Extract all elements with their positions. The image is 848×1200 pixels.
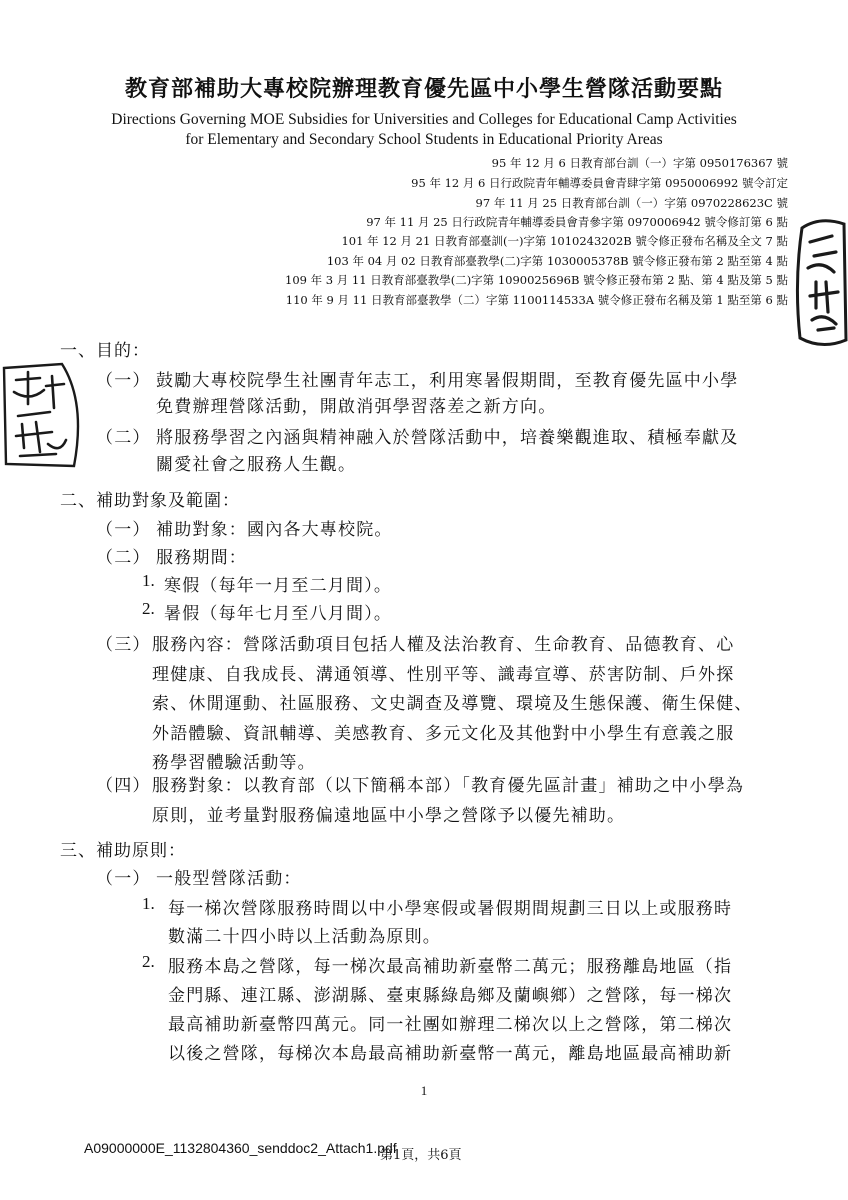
section-3-heading: 三、補助原則： <box>60 841 186 861</box>
s2-item-3-line-4: 外語體驗、資訊輔導、美感教育、多元文化及其他對中小學生有意義之服 <box>152 724 735 744</box>
s3-point-2-line-4: 以後之營隊，每梯次本島最高補助新臺幣一萬元，離島地區最高補助新 <box>168 1044 733 1064</box>
s3-point-2-line-3: 最高補助新臺幣四萬元。同一社團如辦理二梯次以上之營隊，第二梯次 <box>168 1015 733 1035</box>
history-line-8: 110 年 9 月 11 日教育部臺教學（二）字第 1100114533A 號令修正發布名稱及第 1 點至第 6 點 <box>285 293 788 307</box>
s2-item-4-line-2: 原則，並考量對服務偏遠地區中小學之營隊予以優先補助。 <box>152 806 626 826</box>
english-title-line-1: Directions Governing MOE Subsidies for Universities and Colleges for Educational Camp Activities <box>111 111 737 128</box>
s2-item-4-label: （四） <box>96 776 151 796</box>
s3-point-1-number: 1. <box>142 894 155 913</box>
s3-point-2-line-2: 金門縣、連江縣、澎湖縣、臺東縣綠島鄉及蘭嶼鄉）之營隊，每一梯次 <box>168 986 733 1006</box>
page-number: 1 <box>420 1083 428 1098</box>
footer-page-count: 第1頁，共6頁 <box>380 1148 462 1163</box>
history-line-6: 103 年 04 月 02 日教育部臺教學(二)字第 1030005378B 號令修正發布第 2 點至第 4 點 <box>326 254 788 268</box>
history-line-7: 109 年 3 月 11 日教育部臺教學(二)字第 1090025696B 號令修正發布第 2 點、第 4 點及第 5 點 <box>285 273 788 287</box>
s2-item-2-text: 服務期間： <box>156 548 247 568</box>
s2-item-3-line-3: 索、休閒運動、社區服務、文史調查及導覽、環境及生態保護、衛生保健、 <box>152 694 753 714</box>
s2-item-1-text: 補助對象：國內各大專校院。 <box>156 520 393 540</box>
s1-item-1-line-2: 免費辦理營隊活動，開啟消弭學習落差之新方向。 <box>156 397 557 417</box>
s2-item-3-line-2: 理健康、自我成長、溝通領導、性別平等、識毒宣導、菸害防制、戶外探 <box>152 665 735 685</box>
seal-stamp-right <box>792 212 848 352</box>
seal-stamp-left <box>0 362 96 470</box>
s3-point-2-line-1: 服務本島之營隊，每一梯次最高補助新臺幣二萬元；服務離島地區（指 <box>168 957 733 977</box>
s2-item-3-line-5: 務學習體驗活動等。 <box>152 753 316 773</box>
s2-item-1-label: （一） <box>96 520 151 540</box>
s2-point-2-text: 暑假（每年七月至八月間）。 <box>164 604 393 624</box>
history-line-1: 95 年 12 月 6 日教育部台訓（一）字第 0950176367 號 <box>491 156 788 170</box>
s2-item-4-line-1: 服務對象：以教育部（以下簡稱本部）「教育優先區計畫」補助之中小學為 <box>152 776 745 796</box>
s3-point-2-number: 2. <box>142 952 155 971</box>
s3-point-1-line-1: 每一梯次營隊服務時間以中小學寒假或暑假期間規劃三日以上或服務時 <box>168 899 733 919</box>
s2-item-3-label: （三） <box>96 635 151 655</box>
s2-point-1-number: 1. <box>142 571 155 590</box>
history-line-5: 101 年 12 月 21 日教育部臺訓(一)字第 1010243202B 號令修正發布名稱及全文 7 點 <box>341 234 788 248</box>
history-line-4: 97 年 11 月 25 日行政院青年輔導委員會青參字第 0970006942 號令修訂第 6 點 <box>366 215 788 229</box>
history-line-3: 97 年 11 月 25 日教育部台訓（一）字第 0970228623C 號 <box>475 196 788 210</box>
english-title-line-2: for Elementary and Secondary School Students in Educational Priority Areas <box>185 131 663 148</box>
s3-item-1-label: （一） <box>96 869 151 889</box>
s3-point-1-line-2: 數滿二十四小時以上活動為原則。 <box>168 927 441 947</box>
s1-item-2-line-2: 關愛社會之服務人生觀。 <box>156 455 357 475</box>
s1-item-2-line-1: 將服務學習之內涵與精神融入於營隊活動中，培養樂觀進取、積極奉獻及 <box>156 428 739 448</box>
s1-item-2-label: （二） <box>96 428 151 448</box>
section-1-heading: 一、目的： <box>60 341 150 361</box>
section-2-heading: 二、補助對象及範圍： <box>60 491 240 511</box>
s2-item-2-label: （二） <box>96 548 151 568</box>
s2-item-3-line-1: 服務內容：營隊活動項目包括人權及法治教育、生命教育、品德教育、心 <box>152 635 735 655</box>
s3-item-1-text: 一般型營隊活動： <box>156 869 302 889</box>
footer-filename: A09000000E_1132804360_senddoc2_Attach1.pdf <box>84 1140 397 1156</box>
s2-point-2-number: 2. <box>142 599 155 618</box>
history-line-2: 95 年 12 月 6 日行政院青年輔導委員會青肆字第 0950006992 號令訂定 <box>411 176 788 190</box>
s1-item-1-label: （一） <box>96 371 151 391</box>
s1-item-1-line-1: 鼓勵大專校院學生社團青年志工，利用寒暑假期間，至教育優先區中小學 <box>156 371 739 391</box>
s2-point-1-text: 寒假（每年一月至二月間）。 <box>164 576 393 596</box>
document-title: 教育部補助大專校院辦理教育優先區中小學生營隊活動要點 <box>124 76 723 102</box>
